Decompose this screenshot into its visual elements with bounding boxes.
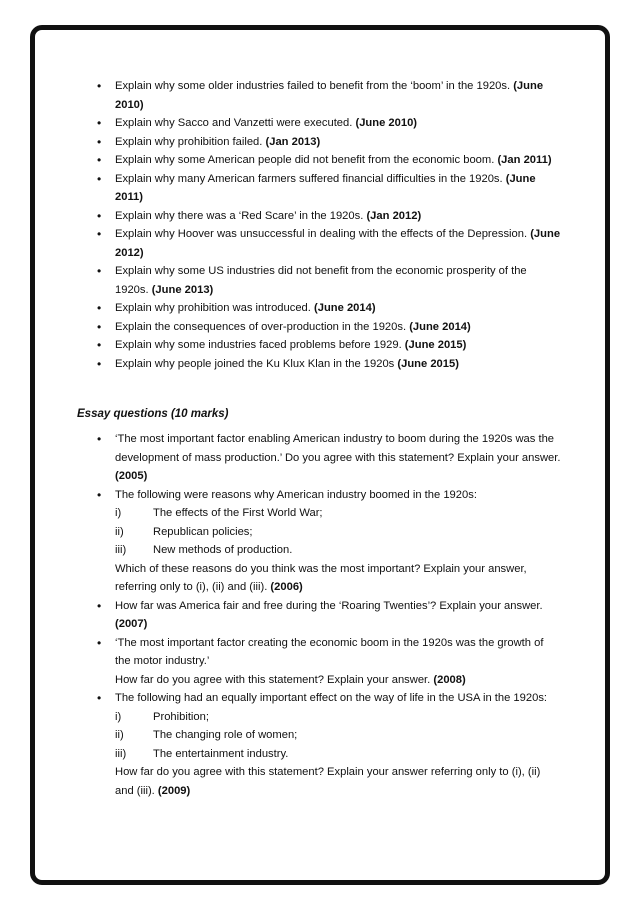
essay-question-2 — [97, 486, 562, 597]
question-quote: • ‘The most important factor creating the economic boom in the 1920s was the growth of the motor industry.’ — [115, 636, 544, 667]
sub-item-text: Republican policies; — [153, 525, 253, 538]
question-text: Explain why prohibition was introduced. — [115, 302, 311, 314]
essay-heading: Essay questions (10 marks) — [77, 408, 229, 420]
question-text: Explain why Hoover was unsuccessful in dealing with the effects of the Depression. — [115, 228, 528, 240]
essay-question-4 — [97, 634, 562, 690]
question-text: Explain why some industries faced problems before 1929. — [115, 339, 402, 351]
question-ref: (2005) — [115, 470, 148, 482]
list-item — [97, 77, 562, 114]
question-intro: • The following had an equally important effect on the way of life in the USA in the 1920s: — [115, 692, 548, 704]
question-outro: How far do you agree with this statement? Explain your answer referring only to (i), (ii) and (iii). — [115, 766, 541, 797]
question-ref: (June 2015) — [397, 357, 459, 370]
question-ref: (2006) — [270, 581, 303, 593]
question-text: How far was America fair and free during the ‘Roaring Twenties’? Explain your answer. — [115, 599, 543, 612]
question-outro: Which of these reasons do you think was the most important? Explain your answer, referring only to (i), (ii) and (iii). — [115, 562, 527, 593]
essay-question-3 — [97, 597, 562, 634]
question-outro: How far do you agree with this statement? Explain your answer. — [115, 673, 431, 686]
list-item — [97, 151, 562, 170]
essay-question-5 — [97, 689, 562, 800]
question-text: Explain why some US industries did not benefit from the economic prosperity of the 1920s. — [115, 265, 527, 296]
question-ref: (June 2014) — [409, 320, 471, 333]
list-item — [97, 225, 562, 262]
sub-item — [115, 726, 562, 745]
sub-item-text: The effects of the First World War; — [153, 507, 323, 519]
sub-item-number: i) — [115, 710, 122, 723]
list-item — [97, 299, 562, 318]
question-ref: (June 2015) — [404, 339, 467, 351]
question-ref: (2008) — [433, 673, 466, 686]
sub-item-number: iii) — [115, 747, 127, 760]
question-text: Explain why there was a ‘Red Scare’ in the 1920s. — [115, 209, 364, 222]
list-item — [97, 318, 562, 337]
sub-item-number: ii) — [115, 525, 124, 538]
question-ref: (June 2012) — [115, 228, 561, 259]
sub-item-text: The entertainment industry. — [153, 747, 289, 760]
sub-item — [115, 541, 562, 560]
question-ref: (2007) — [115, 618, 148, 630]
sub-item — [115, 745, 562, 764]
question-text: Explain why people joined the Ku Klux Klan in the 1920s — [115, 357, 395, 370]
sub-item — [115, 504, 562, 523]
sub-item-text: The changing role of women; — [153, 729, 298, 741]
question-ref: (June 2013) — [151, 283, 214, 296]
sub-item-text: Prohibition; — [153, 710, 209, 723]
question-ref: (June 2011) — [115, 172, 536, 203]
question-text: Explain the consequences of over-production in the 1920s. — [115, 320, 407, 333]
sub-item-number: ii) — [115, 729, 124, 741]
list-item — [97, 207, 562, 226]
question-ref: (June 2010) — [115, 80, 544, 111]
question-ref: (Jan 2012) — [366, 209, 422, 222]
question-ref: (June 2010) — [355, 117, 418, 129]
question-intro: • The following were reasons why American industry boomed in the 1920s: — [115, 488, 477, 501]
question-text: Explain why some older industries failed to benefit from the ‘boom’ in the 1920s. — [115, 80, 511, 92]
list-item — [97, 262, 562, 299]
list-item — [97, 336, 562, 355]
question-text: Explain why Sacco and Vanzetti were executed. — [115, 117, 353, 129]
question-text: Explain why many American farmers suffered financial difficulties in the 1920s. — [115, 172, 503, 185]
list-item — [97, 133, 562, 152]
list-item — [97, 355, 562, 374]
question-ref: (2009) — [157, 784, 191, 797]
question-ref: (June 2014) — [314, 302, 376, 314]
sub-item-number: iii) — [115, 544, 127, 556]
question-text: ‘The most important factor enabling American industry to boom during the 1920s was the development of mass production.’ Do you agree with this statement? Explain your answer. — [115, 433, 561, 464]
question-text: Explain why some American people did not benefit from the economic boom. — [115, 154, 495, 166]
list-item — [97, 114, 562, 133]
question-text: Explain why prohibition failed. — [115, 135, 263, 148]
question-ref: (Jan 2011) — [497, 154, 552, 166]
sub-item-text: New methods of production. — [153, 544, 293, 556]
list-item — [97, 170, 562, 207]
essay-questions-list — [97, 430, 562, 800]
sub-item — [115, 708, 562, 727]
short-questions-list — [97, 77, 562, 373]
essay-question-1 — [97, 430, 562, 486]
question-ref: (Jan 2013) — [265, 135, 321, 148]
sub-item — [115, 523, 562, 542]
sub-item-number: i) — [115, 507, 122, 519]
